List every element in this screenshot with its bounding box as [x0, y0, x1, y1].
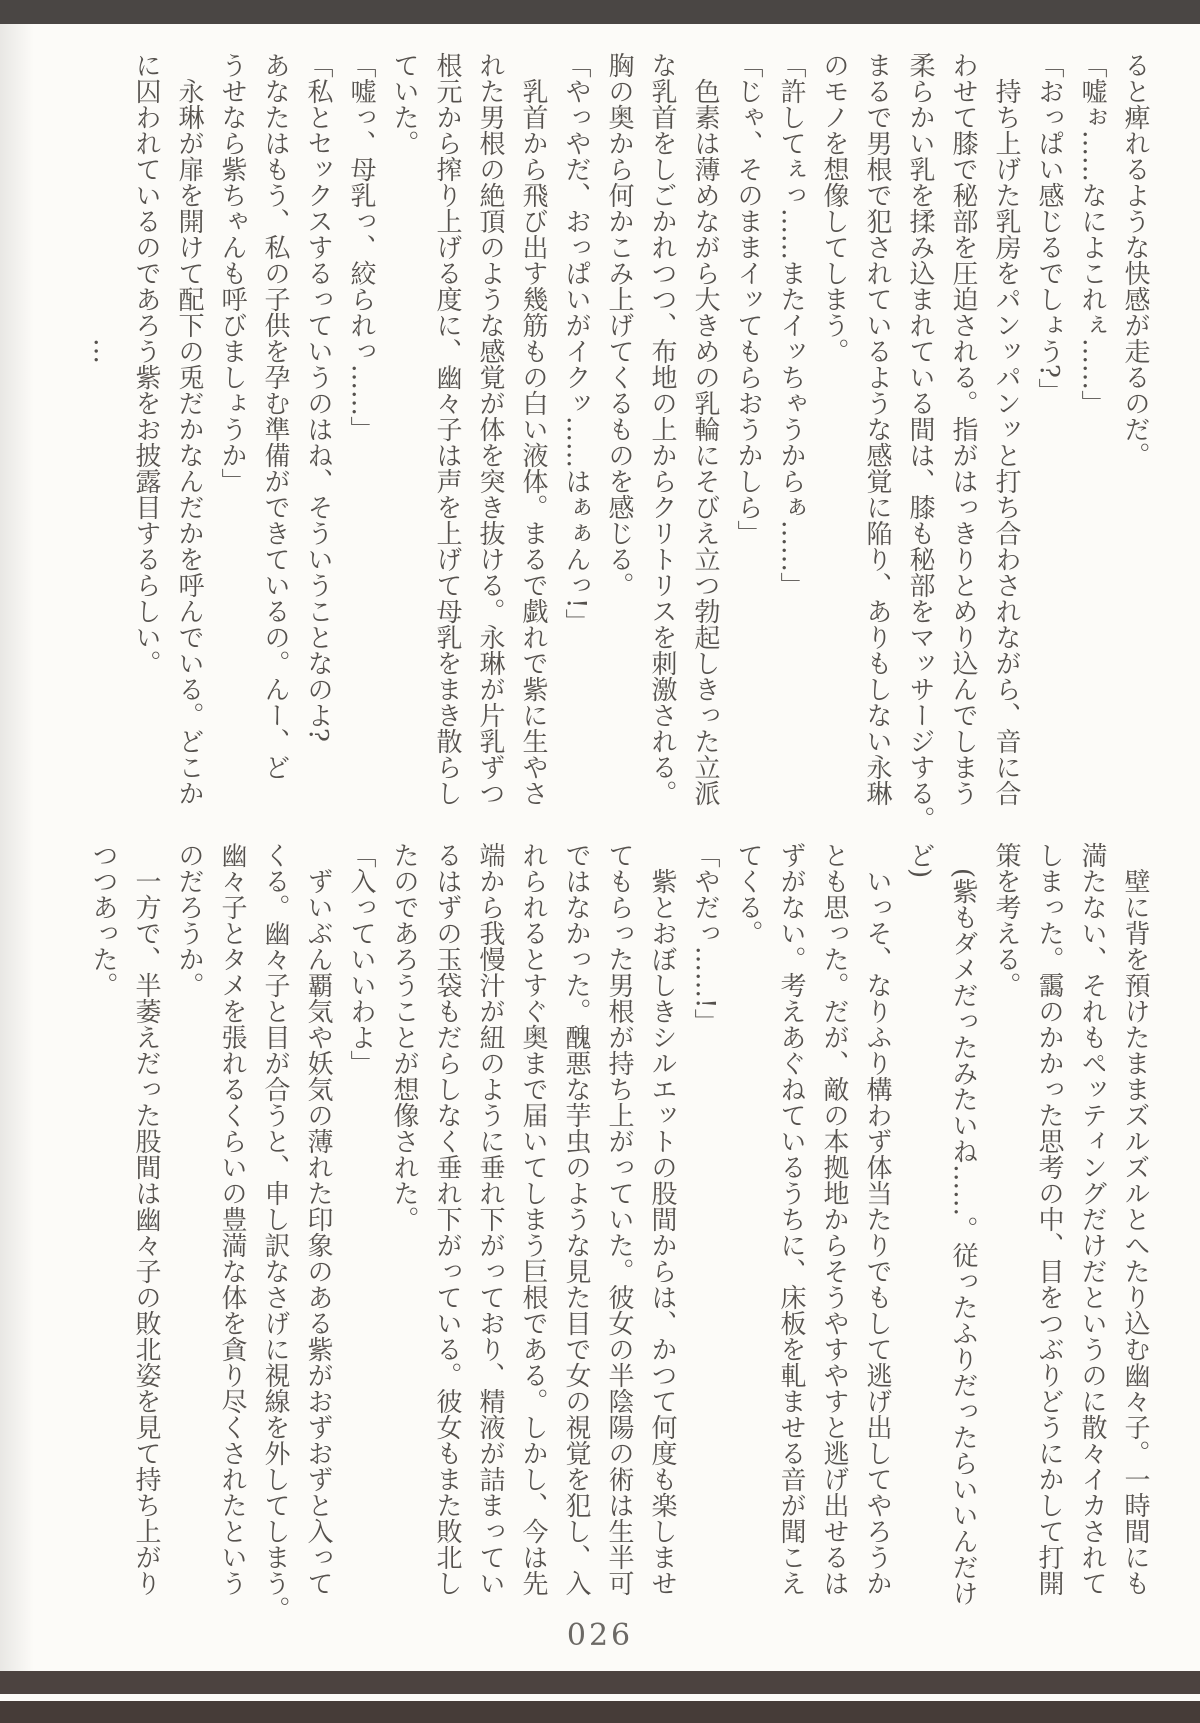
- text-column: 策を考える。: [991, 842, 1021, 998]
- text-column: 満たない、それもペッティングだけだというのに散々イカされて: [1077, 842, 1107, 1596]
- top-border-bar: [0, 0, 1200, 24]
- text-column: たのであろうことが想像された。: [389, 842, 419, 1232]
- text-column: ていた。: [389, 52, 419, 156]
- text-column: るはずの玉袋もだらしなく垂れ下がっている。彼女もまた敗北し: [432, 842, 462, 1596]
- text-column: ずがない。考えあぐねているうちに、床板を軋ませる音が聞こえ: [776, 842, 806, 1596]
- text-column: くる。幽々子と目が合うと、申し訳なさげに視線を外してしまう。: [260, 842, 290, 1622]
- text-column: いっそ、なりふり構わず体当たりでもして逃げ出してやろうか: [862, 842, 892, 1596]
- text-column: あなたはもう、私の子供を孕む準備ができているの。んー、ど: [260, 52, 290, 780]
- text-column: ど): [905, 842, 935, 879]
- text-column: 「私とセックスするっていうのはね、そういうことなのよ?: [303, 52, 333, 742]
- text-column: な乳首をしごかれつつ、布地の上からクリトリスを刺激される。: [647, 52, 677, 806]
- text-column: 壁に背を預けたままズルズルとへたり込む幽々子。一時間にも: [1120, 842, 1150, 1596]
- text-column: てもらった男根が持ち上がっていた。彼女の半陰陽の術は生半可: [604, 842, 634, 1596]
- text-column: に囚われているのであろう紫をお披露目するらしい。: [131, 52, 161, 676]
- text-column: 色素は薄めながら大きめの乳輪にそびえ立つ勃起しきった立派: [690, 52, 720, 806]
- upper-text-block: [81, 52, 1156, 842]
- text-column: 「やっやだ、おっぱいがイクッ……はぁぁんっ!」: [561, 52, 591, 635]
- page-number: 026: [566, 1618, 634, 1653]
- text-column: 幽々子とタメを張れるくらいの豊満な体を貪り尽くされたという: [217, 842, 247, 1596]
- text-column: 一方で、半萎えだった股間は幽々子の敗北姿を見て持ち上がり: [131, 842, 161, 1596]
- text-column: 根元から搾り上げる度に、幽々子は声を上げて母乳をまき散らし: [432, 52, 462, 806]
- text-column: 胸の奥から何かこみ上げてくるものを感じる。: [604, 52, 634, 598]
- text-column: れた男根の絶頂のような感覚が体を突き抜ける。永琳が片乳ずつ: [475, 52, 505, 806]
- text-column: のだろうか。: [174, 842, 204, 998]
- text-column: ではなかった。醜悪な芋虫のような見た目で女の視覚を犯し、入: [561, 842, 591, 1596]
- text-column: ると痺れるような快感が走るのだ。: [1120, 52, 1150, 468]
- lower-text-block: [81, 842, 1156, 1632]
- text-column: 「許してぇっ……またイッちゃうからぁ……」: [776, 52, 806, 598]
- text-column: 「やだっ……!」: [690, 842, 720, 1035]
- text-column: 端から我慢汁が紐のように垂れ下がっており、精液が詰まってい: [475, 842, 505, 1596]
- text-column: 「嘘っ、母乳っ、絞られっ……」: [346, 52, 376, 442]
- bottom-border-bar-upper: [0, 1671, 1200, 1694]
- text-column: れられるとすぐ奥まで届いてしまう巨根である。しかし、今は先: [518, 842, 548, 1596]
- text-column: 「じゃ、そのままイッてもらおうかしら」: [733, 52, 763, 546]
- text-column: 「嘘ぉ……なによこれぇ……」: [1077, 52, 1107, 416]
- text-column: てくる。: [733, 842, 763, 946]
- text-column: まるで男根で犯されているような感覚に陥り、ありもしない永琳: [862, 52, 892, 806]
- text-column: しまった。靄のかかった思考の中、目をつぶりどうにかして打開: [1034, 842, 1064, 1596]
- left-edge-scan-shadow: [0, 24, 34, 1671]
- text-column: うせなら紫ちゃんも呼びましょうか」: [217, 52, 247, 494]
- text-column: つつあった。: [88, 842, 118, 998]
- text-column: …: [88, 52, 118, 364]
- text-column: 「入っていいわよ」: [346, 842, 376, 1076]
- text-column: 永琳が扉を開けて配下の兎だかなんだかを呼んでいる。どこか: [174, 52, 204, 806]
- text-column: とも思った。だが、敵の本拠地からそうやすやすと逃げ出せるは: [819, 842, 849, 1596]
- bottom-border-bar-lower: [0, 1701, 1200, 1723]
- text-column: 持ち上げた乳房をパンッパンッと打ち合わされながら、音に合: [991, 52, 1021, 806]
- text-column: わせて膝で秘部を圧迫される。指がはっきりとめり込んでしまう: [948, 52, 978, 806]
- text-column: (紫もダメだったみたいね……。従ったふりだったらいいんだけ: [948, 842, 978, 1607]
- text-column: 乳首から飛び出す幾筋もの白い液体。まるで戯れで紫に生やさ: [518, 52, 548, 806]
- text-column: のモノを想像してしまう。: [819, 52, 849, 364]
- text-column: 紫とおぼしきシルエットの股間からは、かつて何度も楽しませ: [647, 842, 677, 1596]
- text-column: 柔らかい乳を揉み込まれている間は、膝も秘部をマッサージする。: [905, 52, 935, 832]
- text-column: ずいぶん覇気や妖気の薄れた印象のある紫がおずおずと入って: [303, 842, 333, 1596]
- text-column: 「おっぱい感じるでしょう?」: [1034, 52, 1064, 404]
